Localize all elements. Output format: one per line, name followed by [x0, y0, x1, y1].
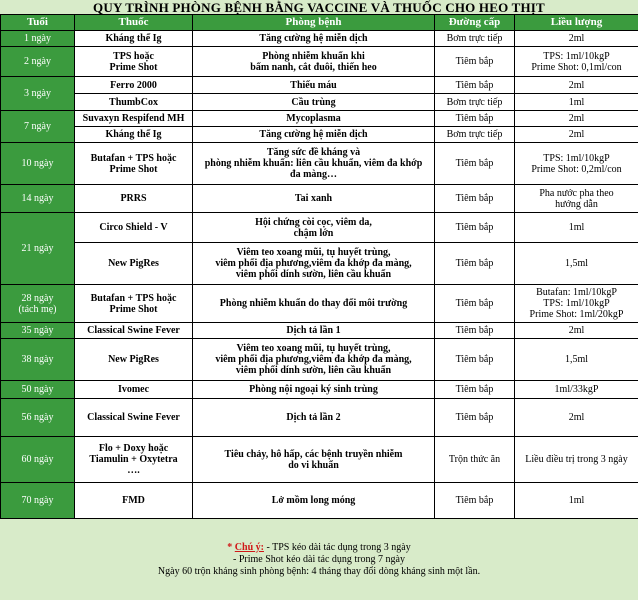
disease-cell: Phòng nhiễm khuẩn khi bấm nanh, cắt đuôi, thiến heo: [193, 47, 435, 77]
route-cell: Bơm trực tiếp: [435, 94, 515, 111]
route-cell: Tiêm bắp: [435, 399, 515, 437]
dose-cell: 2ml: [515, 31, 638, 47]
disease-cell: Tai xanh: [193, 185, 435, 213]
disease-cell: Tăng cường hệ miễn dịch: [193, 31, 435, 47]
dose-cell: Liều điều trị trong 3 ngày: [515, 437, 638, 483]
table-row: [1, 143, 638, 185]
drug-cell: Suvaxyn Respifend MH: [75, 111, 193, 127]
drug-cell: TPS hoặc Prime Shot: [75, 47, 193, 77]
disease-cell: Mycoplasma: [193, 111, 435, 127]
drug-cell: Butafan + TPS hoặc Prime Shot: [75, 285, 193, 323]
footnote-text-1: - TPS kéo dài tác dụng trong 3 ngày: [266, 542, 411, 553]
dose-cell: Pha nước pha theo hướng dẫn: [515, 185, 638, 213]
dose-cell: 2ml: [515, 399, 638, 437]
drug-cell: Classical Swine Fever: [75, 399, 193, 437]
drug-cell: Circo Shield - V: [75, 213, 193, 243]
dose-cell: 1ml: [515, 483, 638, 519]
disease-cell: Dịch tả lần 1: [193, 323, 435, 339]
drug-cell: Classical Swine Fever: [75, 323, 193, 339]
table-row: [1, 437, 638, 483]
table-row: [1, 31, 638, 47]
dose-cell: Butafan: 1ml/10kgP TPS: 1ml/10kgP Prime Shot: 1ml/20kgP: [515, 285, 638, 323]
table-row: [1, 483, 638, 519]
header-disease: Phòng bệnh: [193, 15, 435, 31]
route-cell: Tiêm bắp: [435, 77, 515, 94]
disease-cell: Dịch tả lần 2: [193, 399, 435, 437]
table-row: [1, 213, 638, 243]
table-row: [1, 94, 638, 111]
table-row: [1, 285, 638, 323]
dose-cell: 2ml: [515, 77, 638, 94]
header-age: Tuổi: [1, 15, 75, 31]
disease-cell: Viêm teo xoang mũi, tụ huyết trùng, viêm phổi địa phương,viêm đa khớp đa màng, viêm phổi dính sườn, liên cầu khuẩn: [193, 339, 435, 381]
drug-cell: New PigRes: [75, 243, 193, 285]
footnote-text-3: Ngày 60 trộn kháng sinh phòng bệnh: 4 tháng thay đổi dòng kháng sinh một lần.: [157, 566, 481, 577]
age-cell: 14 ngày: [1, 185, 75, 213]
disease-cell: Lở mồm long móng: [193, 483, 435, 519]
drug-cell: Ivomec: [75, 381, 193, 399]
table-header-row: [1, 15, 638, 31]
dose-cell: 1ml: [515, 213, 638, 243]
route-cell: Tiêm bắp: [435, 143, 515, 185]
disease-cell: Tăng cường hệ miễn dịch: [193, 127, 435, 143]
drug-cell: FMD: [75, 483, 193, 519]
route-cell: Bơm trực tiếp: [435, 127, 515, 143]
drug-cell: Kháng thể Ig: [75, 31, 193, 47]
route-cell: Tiêm bắp: [435, 339, 515, 381]
table-row: [1, 127, 638, 143]
footnote-text-2: - Prime Shot kéo dài tác dụng trong 7 ngày: [233, 554, 405, 565]
table-row: [1, 47, 638, 77]
disease-cell: Phòng nhiễm khuẩn do thay đổi môi trường: [193, 285, 435, 323]
age-cell: 35 ngày: [1, 323, 75, 339]
age-cell: 21 ngày: [1, 213, 75, 285]
table-row: [1, 381, 638, 399]
table-row: [1, 399, 638, 437]
table-row: [1, 77, 638, 94]
dose-cell: 1,5ml: [515, 339, 638, 381]
age-cell: 28 ngày (tách mẹ): [1, 285, 75, 323]
dose-cell: 1ml/33kgP: [515, 381, 638, 399]
age-cell: 2 ngày: [1, 47, 75, 77]
age-cell: 3 ngày: [1, 77, 75, 111]
table-row: [1, 243, 638, 285]
age-cell: 50 ngày: [1, 381, 75, 399]
age-cell: 1 ngày: [1, 31, 75, 47]
age-cell: 10 ngày: [1, 143, 75, 185]
table-row: [1, 111, 638, 127]
schedule-table: [0, 14, 638, 519]
table-row: [1, 323, 638, 339]
page-title: QUY TRÌNH PHÒNG BỆNH BẰNG VACCINE VÀ THUỐC CHO HEO THỊT: [93, 0, 545, 15]
dose-cell: 1ml: [515, 94, 638, 111]
route-cell: Tiêm bắp: [435, 381, 515, 399]
disease-cell: Cầu trùng: [193, 94, 435, 111]
age-cell: 70 ngày: [1, 483, 75, 519]
dose-cell: 2ml: [515, 323, 638, 339]
header-route: Đường cấp: [435, 15, 515, 31]
drug-cell: ThumbCox: [75, 94, 193, 111]
drug-cell: PRRS: [75, 185, 193, 213]
route-cell: Bơm trực tiếp: [435, 31, 515, 47]
header-dose: Liều lượng: [515, 15, 638, 31]
age-cell: 38 ngày: [1, 339, 75, 381]
dose-cell: 2ml: [515, 127, 638, 143]
header-drug: Thuốc: [75, 15, 193, 31]
footnote-line-1: [0, 542, 638, 554]
disease-cell: Phòng nội ngoại ký sinh trùng: [193, 381, 435, 399]
disease-cell: Tiêu chảy, hô hấp, các bệnh truyền nhiễm do vi khuẩn: [193, 437, 435, 483]
route-cell: Trộn thức ăn: [435, 437, 515, 483]
dose-cell: TPS: 1ml/10kgP Prime Shot: 0,2ml/con: [515, 143, 638, 185]
table-row: [1, 185, 638, 213]
drug-cell: Flo + Doxy hoặc Tiamulin + Oxytetra ….: [75, 437, 193, 483]
disease-cell: Viêm teo xoang mũi, tụ huyết trùng, viêm phổi địa phương,viêm đa khớp đa màng, viêm phổi dính sườn, liên cầu khuẩn: [193, 243, 435, 285]
table-row: [1, 339, 638, 381]
dose-cell: 1,5ml: [515, 243, 638, 285]
disease-cell: Hội chứng còi cọc, viêm da, chậm lớn: [193, 213, 435, 243]
drug-cell: Ferro 2000: [75, 77, 193, 94]
dose-cell: 2ml: [515, 111, 638, 127]
drug-cell: Butafan + TPS hoặc Prime Shot: [75, 143, 193, 185]
route-cell: Tiêm bắp: [435, 243, 515, 285]
route-cell: Tiêm bắp: [435, 213, 515, 243]
footnote-star: *: [227, 542, 233, 553]
drug-cell: New PigRes: [75, 339, 193, 381]
age-cell: 7 ngày: [1, 111, 75, 143]
footnote-label: Chú ý:: [234, 542, 264, 553]
age-cell: 56 ngày: [1, 399, 75, 437]
drug-cell: Kháng thể Ig: [75, 127, 193, 143]
route-cell: Tiêm bắp: [435, 47, 515, 77]
route-cell: Tiêm bắp: [435, 483, 515, 519]
age-cell: 60 ngày: [1, 437, 75, 483]
route-cell: Tiêm bắp: [435, 111, 515, 127]
dose-cell: TPS: 1ml/10kgP Prime Shot: 0,1ml/con: [515, 47, 638, 77]
disease-cell: Tăng sức đề kháng và phòng nhiễm khuẩn: liên cầu khuẩn, viêm đa khớp đa màng…: [193, 143, 435, 185]
disease-cell: Thiếu máu: [193, 77, 435, 94]
footnote: [0, 542, 638, 578]
route-cell: Tiêm bắp: [435, 323, 515, 339]
route-cell: Tiêm bắp: [435, 185, 515, 213]
route-cell: Tiêm bắp: [435, 285, 515, 323]
